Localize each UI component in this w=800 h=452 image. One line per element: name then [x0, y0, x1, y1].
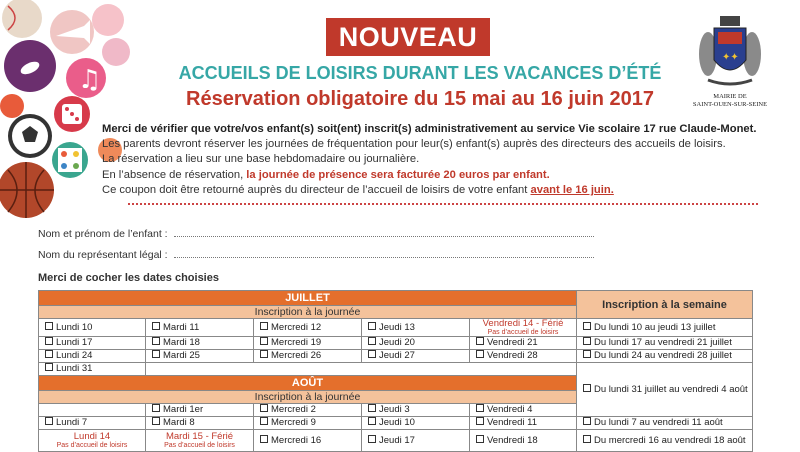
- checkbox-icon[interactable]: [260, 417, 268, 425]
- checkbox-icon[interactable]: [260, 322, 268, 330]
- day-label: Mardi 18: [163, 337, 200, 348]
- holiday-note: Pas d’accueil de loisirs: [56, 442, 128, 449]
- day-checkbox[interactable]: [146, 337, 254, 350]
- day-label: Mercredi 12: [271, 321, 322, 333]
- day-label: Vendredi 28: [487, 350, 538, 361]
- day-checkbox[interactable]: [39, 337, 146, 350]
- day-label: Jeudi 13: [379, 321, 415, 333]
- week-checkbox[interactable]: [577, 337, 753, 350]
- day-checkbox[interactable]: [362, 319, 470, 337]
- month-header-aout: AOÛT: [39, 376, 577, 391]
- crest-caption-mairie: MAIRIE DE: [713, 93, 747, 100]
- holiday-label: Vendredi 14 - Férié: [482, 318, 564, 329]
- holiday-label: Lundi 14: [73, 431, 111, 442]
- checkbox-icon[interactable]: [152, 337, 160, 345]
- day-label: Vendredi 18: [487, 434, 538, 446]
- day-checkbox[interactable]: [146, 350, 254, 363]
- checkbox-instruction: Merci de cocher les dates choisies: [38, 272, 219, 284]
- day-checkbox[interactable]: [39, 363, 146, 376]
- svg-text:♫: ♫: [78, 65, 102, 95]
- empty-cell: [39, 404, 146, 417]
- checkbox-icon[interactable]: [368, 404, 376, 412]
- empty-cell: [146, 363, 577, 376]
- day-checkbox[interactable]: [39, 319, 146, 337]
- baseball-icon: [2, 0, 42, 38]
- child-name-input-line[interactable]: [174, 226, 594, 237]
- day-checkbox[interactable]: [362, 350, 470, 363]
- week-checkbox[interactable]: [577, 430, 753, 452]
- checkbox-icon[interactable]: [45, 417, 53, 425]
- day-checkbox[interactable]: [362, 337, 470, 350]
- checkbox-icon[interactable]: [368, 350, 376, 358]
- checkbox-icon[interactable]: [583, 322, 591, 330]
- day-registration-header-aout: Inscription à la journée: [39, 391, 577, 404]
- checkbox-icon[interactable]: [152, 350, 160, 358]
- checkbox-icon[interactable]: [583, 337, 591, 345]
- intro-line-1: Merci de vérifier que votre/vos enfant(s) soit(ent) inscrit(s) administrativement au service Vie scolaire 17 rue Claude-Monet.: [102, 123, 757, 135]
- day-checkbox[interactable]: [254, 404, 362, 417]
- week-label: Du lundi 10 au jeudi 13 juillet: [594, 321, 716, 333]
- checkbox-icon[interactable]: [260, 435, 268, 443]
- holiday-cell: [146, 430, 254, 452]
- day-label: Lundi 31: [56, 363, 93, 374]
- checkbox-icon[interactable]: [260, 337, 268, 345]
- day-label: Mercredi 2: [271, 404, 316, 415]
- checkbox-icon[interactable]: [476, 337, 484, 345]
- intro-line-4: [102, 168, 782, 183]
- day-checkbox[interactable]: [39, 417, 146, 430]
- checkbox-icon[interactable]: [45, 337, 53, 345]
- day-checkbox[interactable]: [39, 350, 146, 363]
- crest-caption-city: SAINT-OUEN-SUR-SEINE: [692, 101, 768, 108]
- day-label: Mardi 11: [163, 321, 200, 333]
- checkbox-icon[interactable]: [45, 322, 53, 330]
- checkbox-icon[interactable]: [368, 417, 376, 425]
- day-checkbox[interactable]: [254, 417, 362, 430]
- day-checkbox[interactable]: [362, 417, 470, 430]
- checkbox-icon[interactable]: [476, 417, 484, 425]
- city-crest: [690, 16, 770, 120]
- reservation-table: [38, 290, 753, 452]
- day-checkbox[interactable]: [470, 417, 577, 430]
- week-label: Du lundi 31 juillet au vendredi 4 août: [594, 383, 748, 395]
- day-checkbox[interactable]: [470, 337, 577, 350]
- checkbox-icon[interactable]: [45, 350, 53, 358]
- parent-name-input-line[interactable]: [174, 247, 594, 258]
- day-label: Lundi 7: [56, 417, 88, 428]
- checkbox-icon[interactable]: [368, 435, 376, 443]
- checkbox-icon[interactable]: [583, 417, 591, 425]
- week-label: Du lundi 24 au vendredi 28 juillet: [594, 350, 732, 361]
- day-label: Jeudi 3: [379, 404, 410, 415]
- intro-line-4-text: En l’absence de réservation,: [102, 168, 247, 181]
- day-label: Mardi 1er: [163, 404, 204, 415]
- deadline-text: avant le 16 juin.: [530, 183, 614, 196]
- holiday-note: Pas d’accueil de loisirs: [487, 329, 559, 336]
- checkbox-icon[interactable]: [152, 322, 160, 330]
- day-label: Mardi 25: [163, 350, 200, 361]
- svg-text:✦✦: ✦✦: [722, 52, 739, 63]
- day-label: Vendredi 21: [487, 337, 538, 348]
- checkbox-icon[interactable]: [583, 435, 591, 443]
- month-header-juillet: JUILLET: [39, 291, 577, 306]
- day-checkbox[interactable]: [254, 337, 362, 350]
- parent-name-label: Nom du représentant légal :: [38, 249, 168, 261]
- day-label: Mercredi 9: [271, 417, 316, 428]
- day-checkbox[interactable]: [146, 404, 254, 417]
- cut-line: [128, 203, 758, 205]
- checkbox-icon[interactable]: [583, 350, 591, 358]
- day-checkbox[interactable]: [254, 350, 362, 363]
- day-checkbox[interactable]: [362, 404, 470, 417]
- checkbox-icon[interactable]: [476, 404, 484, 412]
- intro-line-4-bold: la journée de présence sera facturée 20 euros par enfant.: [246, 168, 550, 181]
- day-checkbox[interactable]: [146, 417, 254, 430]
- child-name-field[interactable]: [38, 226, 594, 240]
- day-label: Jeudi 17: [379, 434, 415, 446]
- day-label: Jeudi 20: [379, 337, 415, 348]
- week-label: Du mercredi 16 au vendredi 18 août: [594, 434, 746, 446]
- reservation-period-title: Réservation obligatoire du 15 mai au 16 juin 2017: [186, 88, 654, 110]
- day-checkbox[interactable]: [470, 404, 577, 417]
- checkbox-icon[interactable]: [45, 363, 53, 371]
- day-registration-header-juillet: Inscription à la journée: [39, 306, 577, 319]
- child-name-label: Nom et prénom de l’enfant :: [38, 228, 168, 240]
- checkbox-icon[interactable]: [583, 384, 591, 392]
- intro-line-3: La réservation a lieu sur une base hebdomadaire ou journalière.: [102, 153, 420, 166]
- day-label: Mardi 8: [163, 417, 195, 428]
- day-checkbox[interactable]: [362, 430, 470, 452]
- checkbox-icon[interactable]: [368, 322, 376, 330]
- day-label: Jeudi 27: [379, 350, 415, 361]
- holiday-cell: [39, 430, 146, 452]
- day-label: Mercredi 26: [271, 350, 322, 361]
- intro-text: [102, 122, 782, 198]
- nouveau-badge: NOUVEAU: [326, 18, 490, 56]
- day-checkbox[interactable]: [470, 350, 577, 363]
- checkbox-icon[interactable]: [476, 435, 484, 443]
- day-checkbox[interactable]: [254, 430, 362, 452]
- week-checkbox[interactable]: [577, 417, 753, 430]
- day-label: Mercredi 19: [271, 337, 322, 348]
- coat-of-arms-icon: [698, 16, 762, 88]
- week-registration-header: Inscription à la semaine: [577, 291, 753, 319]
- week-checkbox[interactable]: [577, 363, 753, 417]
- day-label: Vendredi 11: [487, 417, 538, 428]
- checkbox-icon[interactable]: [260, 350, 268, 358]
- week-checkbox[interactable]: [577, 319, 753, 337]
- holiday-label: Mardi 15 - Férié: [165, 431, 234, 442]
- day-label: Lundi 24: [56, 350, 93, 361]
- holiday-note: Pas d’accueil de loisirs: [164, 442, 235, 449]
- page-title: ACCUEILS DE LOISIRS DURANT LES VACANCES D’ÉTÉ: [178, 63, 662, 83]
- week-label: Du lundi 17 au vendredi 21 juillet: [594, 337, 732, 348]
- checkbox-icon[interactable]: [152, 404, 160, 412]
- parent-name-field[interactable]: [38, 247, 594, 261]
- day-label: Jeudi 10: [379, 417, 415, 428]
- intro-line-2: Les parents devront réserver les journées de fréquentation pour leur(s) enfant(s) auprès des directeurs des accueils de loisirs.: [102, 138, 726, 151]
- day-label: Lundi 17: [56, 337, 93, 348]
- holiday-cell: [470, 319, 577, 337]
- checkbox-icon[interactable]: [368, 337, 376, 345]
- checkbox-icon[interactable]: [476, 350, 484, 358]
- week-label: Du lundi 7 au vendredi 11 août: [594, 417, 723, 428]
- week-checkbox[interactable]: [577, 350, 753, 363]
- day-label: Lundi 10: [56, 321, 93, 333]
- day-checkbox[interactable]: [470, 430, 577, 452]
- day-checkbox[interactable]: [146, 319, 254, 337]
- day-label: Mercredi 16: [271, 434, 322, 446]
- intro-line-5-text: Ce coupon doit être retourné auprès du directeur de l’accueil de loisirs de votre enfant: [102, 183, 531, 196]
- day-checkbox[interactable]: [254, 319, 362, 337]
- checkbox-icon[interactable]: [152, 417, 160, 425]
- intro-line-5: [102, 183, 782, 198]
- checkbox-icon[interactable]: [260, 404, 268, 412]
- day-label: Vendredi 4: [487, 404, 533, 415]
